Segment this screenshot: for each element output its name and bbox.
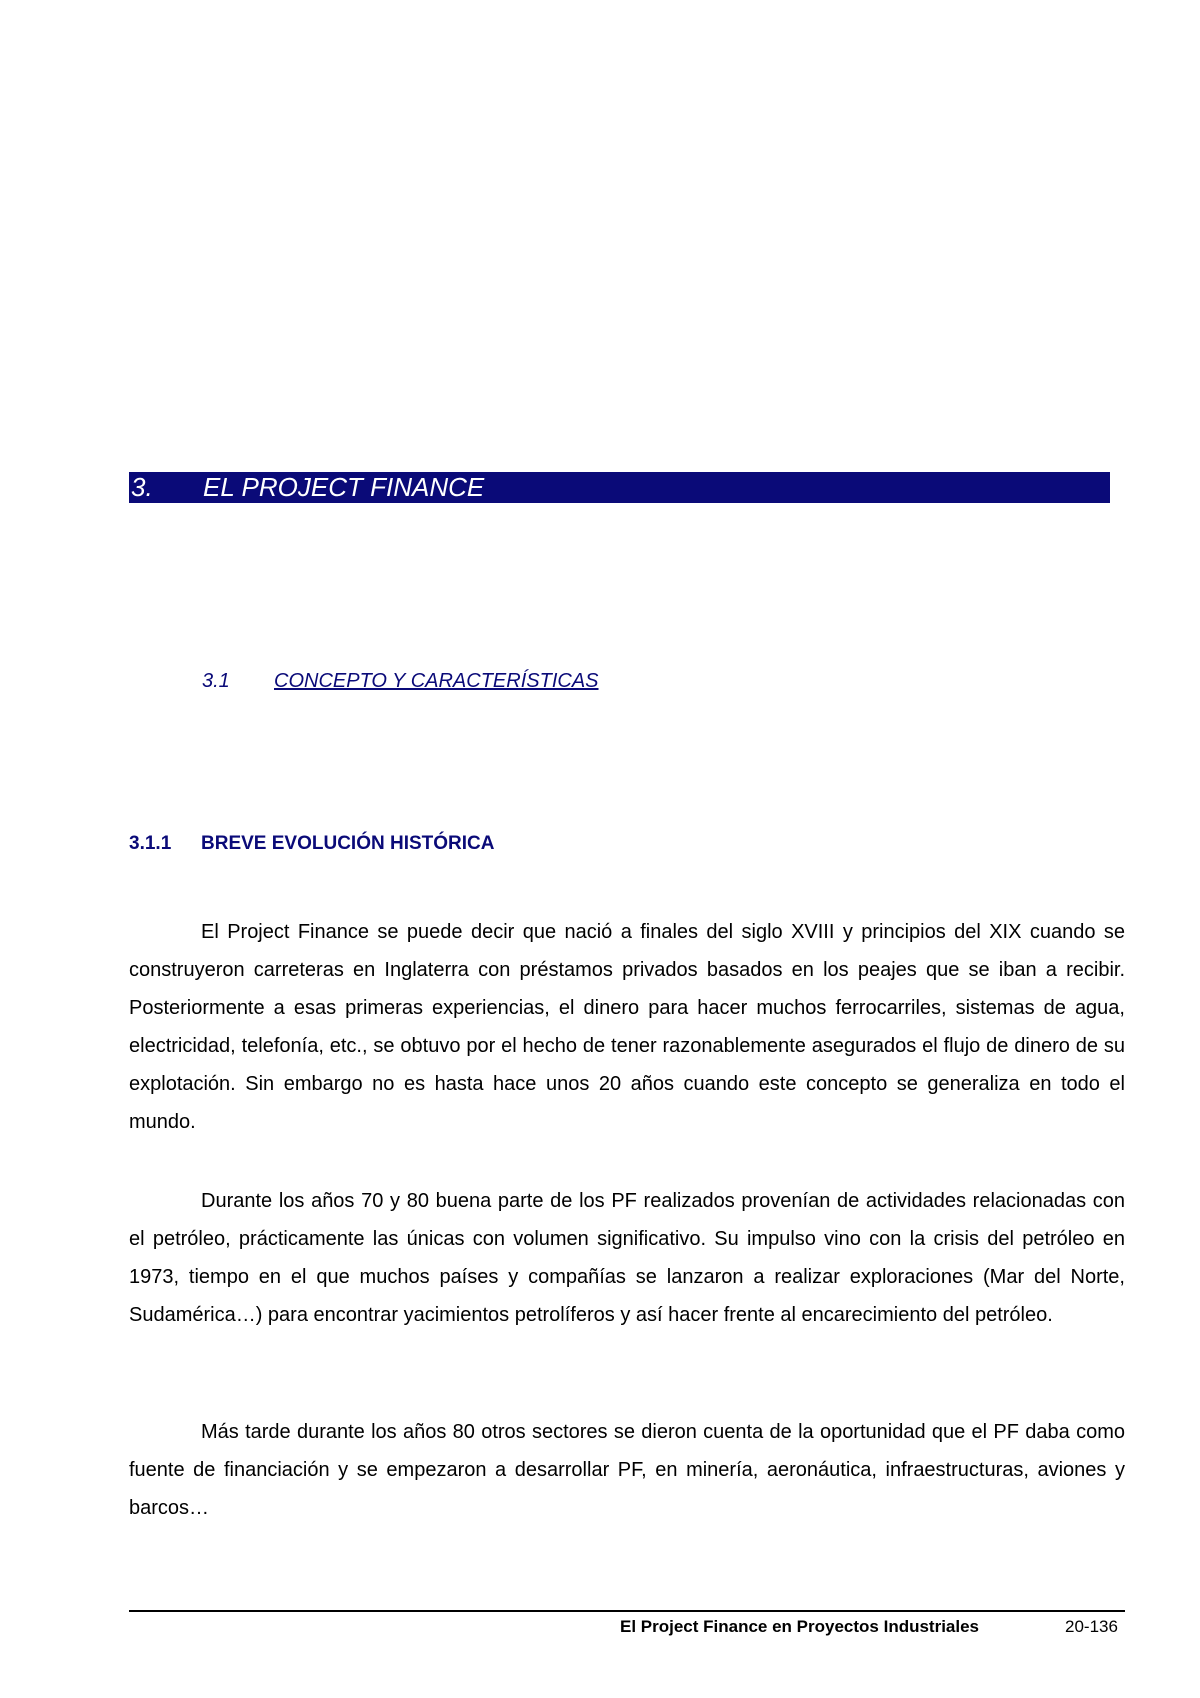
section-number: 3.1 — [202, 670, 230, 692]
chapter-heading — [129, 472, 1110, 503]
subsection-heading — [129, 831, 494, 857]
section-heading — [202, 668, 599, 694]
section-title: CONCEPTO Y CARACTERÍSTICAS — [274, 670, 599, 692]
paragraph-text: El Project Finance se puede decir que nació a finales del siglo XVIII y principios del XIX cuando se construyeron carreteras en Inglaterra con préstamos privados basados en los peajes que se iban a recibir. Posteriormente a esas primeras experiencias, el dinero para hacer muchos ferrocarriles, sistemas de agua, electricidad, telefonía, etc., se obtuvo por el hecho de tener razonablemente asegurados el flujo de dinero de su explotación. Sin embargo no es hasta hace unos 20 años cuando este concepto se generaliza en todo el mundo. — [129, 921, 1125, 1133]
paragraph-text: Durante los años 70 y 80 buena parte de los PF realizados provenían de actividades relacionadas con el petróleo, prácticamente las únicas con volumen significativo. Su impulso vino con la crisis del petróleo en 1973, tiempo en el que muchos países y compañías se lanzaron a realizar exploraciones (Mar del Norte, Sudamérica…) para encontrar yacimientos petrolíferos y así hacer frente al encarecimiento del petróleo. — [129, 1190, 1125, 1326]
page-number: 20-136 — [1065, 1617, 1118, 1636]
paragraph — [129, 1413, 1125, 1527]
paragraph-text: Más tarde durante los años 80 otros sectores se dieron cuenta de la oportunidad que el PF daba como fuente de financiación y se empezaron a desarrollar PF, en minería, aeronáutica, infraestructuras, aviones y barcos… — [129, 1421, 1125, 1519]
subsection-title: BREVE EVOLUCIÓN HISTÓRICA — [201, 833, 495, 854]
footer-divider — [129, 1610, 1125, 1612]
paragraph — [129, 913, 1125, 1141]
footer-title: El Project Finance en Proyectos Industriales — [620, 1617, 980, 1636]
chapter-number: 3. — [131, 472, 153, 502]
subsection-number: 3.1.1 — [129, 833, 172, 854]
chapter-title: EL PROJECT FINANCE — [203, 472, 485, 502]
paragraph — [129, 1182, 1125, 1334]
